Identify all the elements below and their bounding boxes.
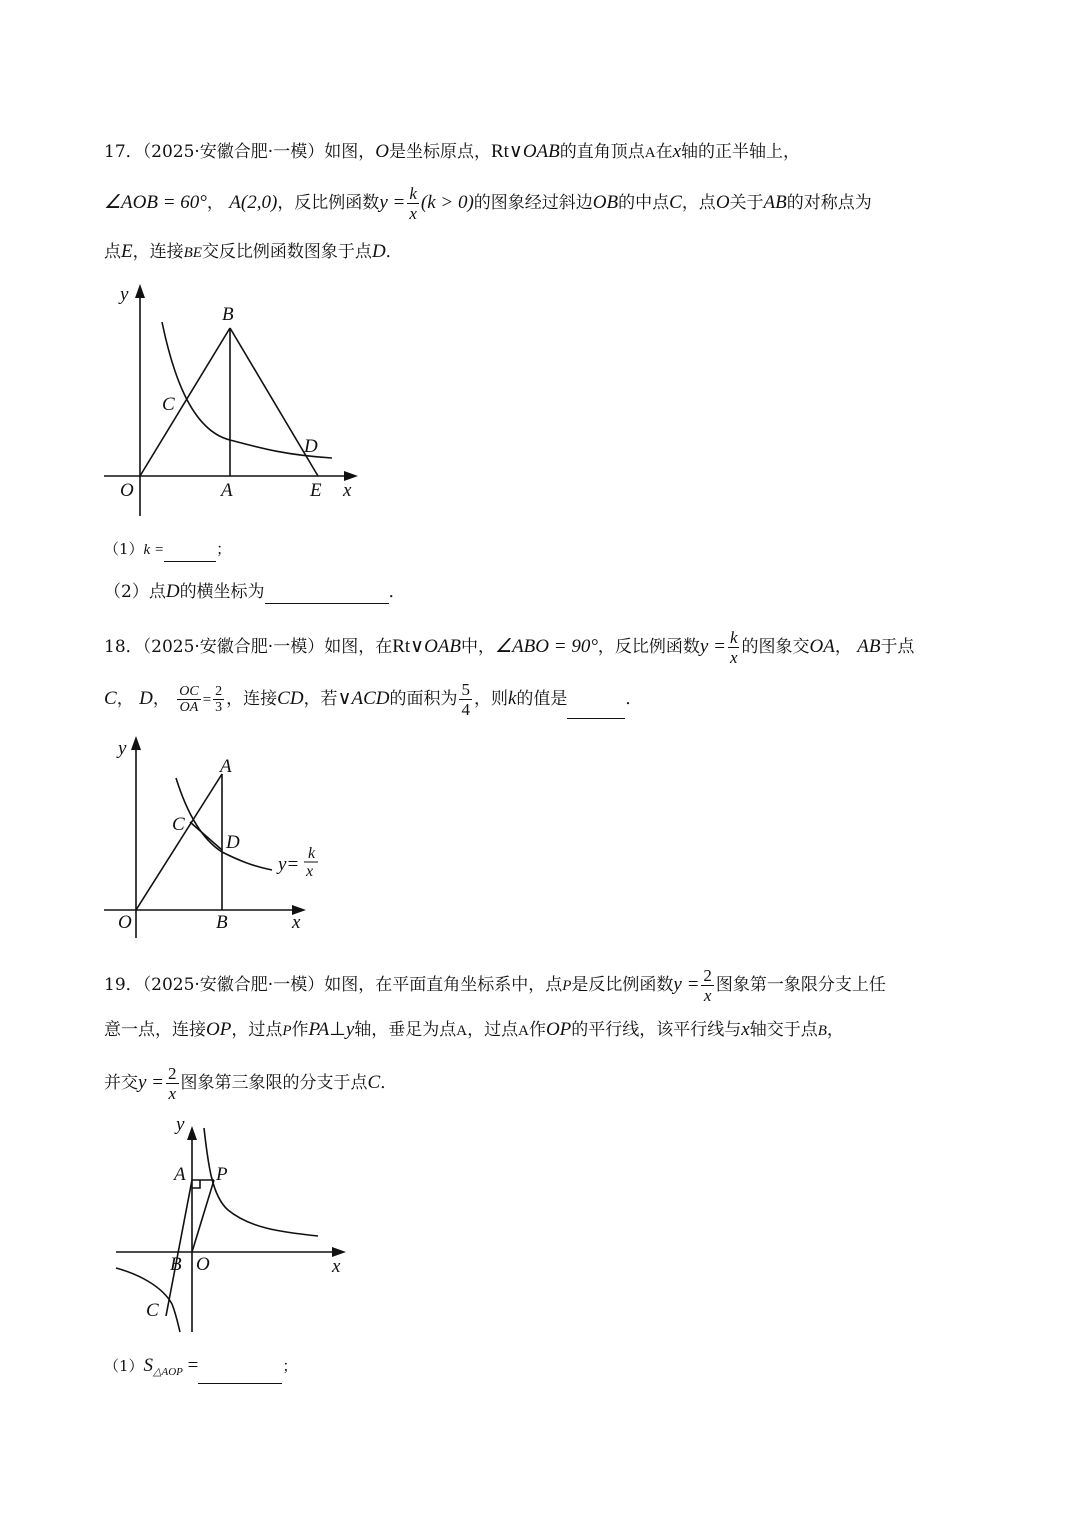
q17-point-A: A(2,0) [229, 192, 278, 213]
q17-var-x: x [672, 141, 682, 162]
q19-label-C: C [146, 1300, 159, 1321]
q18-var-OA: OA [809, 636, 835, 657]
q19-y-eq: y = [673, 974, 700, 995]
q18-fraction-five-fourths [459, 680, 472, 719]
q19-label-B: B [170, 1254, 182, 1275]
q19-text: ，过点 [231, 1020, 283, 1040]
q17-var-A: A [644, 145, 656, 161]
q19-perp-symbol: ⊥ [329, 1019, 346, 1040]
q18-fraction-k-over-x [728, 628, 740, 667]
q19-var-B: B [817, 1023, 827, 1039]
q18-number: 18． [104, 637, 143, 657]
q19-text: 作 [291, 1020, 309, 1040]
q18-curve-label-x: x [306, 863, 314, 880]
q17-condition: (k > 0) [420, 192, 474, 213]
q19-frac-num: 2 [703, 966, 712, 985]
q19-part1-S: S [143, 1355, 154, 1376]
q17-number: 17． [104, 142, 143, 162]
q18-source: （2025·安徽合肥·一模） [142, 637, 325, 657]
q17-var-D: D [165, 581, 180, 602]
q17-fraction-k-over-x [407, 184, 419, 223]
q17-label-B: B [222, 304, 234, 325]
q19-var-OP: OP [545, 1019, 572, 1040]
q17-text: 关于 [729, 193, 764, 213]
q19-number: 19． [104, 975, 143, 995]
q19-text: ， [826, 1020, 844, 1040]
q17-var-C: C [669, 192, 682, 213]
q17-var-O: O [375, 141, 389, 162]
q19-text: 并交 [104, 1073, 138, 1093]
q19-var-A: A [518, 1023, 529, 1039]
q19-part1-end: ； [282, 1357, 298, 1375]
q19-text: 意一点，连接 [104, 1020, 206, 1040]
q19-text: ，过点 [467, 1020, 519, 1040]
q17-part1-end: ； [216, 540, 232, 558]
q18-ratio-den: OA [179, 700, 199, 715]
q17-label-A: A [221, 480, 233, 501]
q17-angle: ∠AOB = 60° [104, 192, 207, 213]
q18-text: 中， [461, 637, 496, 657]
q19-part1-eq: = [187, 1355, 199, 1376]
q18-text: ，反比例函数 [597, 637, 700, 657]
q18-frac-3: 3 [215, 700, 223, 715]
q19-frac-den: x [168, 1084, 177, 1103]
q18-text: ，连接 [226, 689, 278, 709]
q17-text: ，点 [681, 193, 716, 213]
q19-text: 图象第三象限的分支于点 [180, 1073, 368, 1093]
q18-triangle-symbol: ∨ [410, 636, 425, 657]
q18-text: 的值是 [516, 689, 568, 709]
q18-label-y: y [118, 738, 127, 759]
q19-y-eq: y = [138, 1072, 165, 1093]
q18-angle: ∠ABO = 90° [495, 636, 598, 657]
q17-var-D: D [371, 241, 386, 262]
q19-line-3 [104, 1064, 397, 1103]
q18-figure [100, 730, 330, 942]
q17-part1-k: k = [143, 542, 165, 558]
q19-fraction-2-over-x [701, 966, 714, 1005]
q17-text: 的直角顶点 [559, 142, 645, 162]
q18-text: ，若 [303, 689, 338, 709]
q19-var-OP: OP [206, 1019, 232, 1040]
q17-label-O: O [120, 480, 134, 501]
q19-right-angle-mark [192, 1180, 200, 1188]
q18-var-OAB: OAB [424, 636, 462, 657]
q18-y-arrow [131, 736, 141, 750]
q19-part1-subscript: △AOP [153, 1366, 183, 1378]
q19-label-y: y [176, 1114, 185, 1135]
q18-label-B: B [216, 912, 228, 933]
q17-var-BE: BE [183, 245, 202, 261]
q17-var-OB: OB [592, 192, 619, 213]
q18-triangle-symbol: ∨ [337, 688, 352, 709]
q17-label-y: y [120, 284, 129, 305]
q19-segment-OP [192, 1180, 214, 1252]
q17-text: 的对称点为 [786, 193, 872, 213]
q18-line-2: C， D， $\frac{OC}{OA}$ = $\frac{2}{3}$ ，连接CD，若∨ACD的面积为 $\frac{5}{4}$ ，则k的值是 ． [104, 680, 643, 719]
q17-text: 交反比例函数图象于点 [201, 242, 372, 262]
q18-frac-num: k [729, 628, 738, 647]
q18-curve-label-k: k [308, 845, 316, 862]
q19-text: 轴交于点 [749, 1020, 818, 1040]
q17-y-arrow [135, 284, 145, 298]
q19-frac-den: x [703, 986, 712, 1005]
q17-part1-blank[interactable] [164, 543, 216, 562]
q18-var-D: D [139, 688, 153, 709]
q18-text: 于点 [880, 637, 915, 657]
q18-ratio-num: OC [179, 684, 199, 699]
q17-label-x: x [343, 480, 352, 501]
q17-label-D: D [304, 436, 318, 457]
q19-var-P: P [282, 1023, 292, 1039]
q18-var-C: C [104, 688, 117, 709]
q18-frac-2: 2 [215, 684, 223, 699]
q18-y-eq: y = [699, 636, 726, 657]
q18-eq: = [202, 692, 212, 708]
q19-frac-num: 2 [168, 1064, 177, 1083]
q17-line-1 [104, 140, 800, 165]
q19-part-1 [104, 1354, 297, 1384]
q18-var-AB: AB [857, 636, 881, 657]
q19-var-C: C [367, 1072, 381, 1093]
q19-y-arrow [187, 1126, 197, 1140]
q19-label-x: x [332, 1256, 341, 1277]
q17-part2-end: ． [388, 582, 406, 602]
q17-part2-text: 的横坐标为 [179, 582, 265, 602]
q17-var-AB: AB [763, 192, 787, 213]
q18-text: 的图象交 [741, 637, 810, 657]
q18-segment-CD [190, 822, 222, 850]
q17-text: 点 [104, 242, 121, 262]
q17-part2-number: （2）点 [104, 582, 166, 602]
q18-frac-den: x [729, 648, 738, 667]
q19-text: 的平行线，该平行线与 [571, 1020, 742, 1040]
q17-label-C: C [162, 394, 175, 415]
q18-label-D: D [226, 832, 240, 853]
q17-text: ，连接 [132, 242, 184, 262]
q19-var-x: x [741, 1019, 750, 1040]
q18-label-C: C [172, 814, 185, 835]
q17-line-2: ∠AOB = 60°， A(2,0)，反比例函数y = $\frac{k}{x}$ (k > 0)的图象经过斜边OB的中点C，点O关于AB的对称点为 [104, 184, 872, 223]
q18-label-x: x [292, 912, 301, 933]
q17-var-OAB: OAB [522, 141, 560, 162]
q17-figure [100, 280, 370, 520]
q18-text: ，则 [473, 689, 508, 709]
q19-label-P: P [216, 1164, 228, 1185]
q17-text: 是坐标原点， [388, 142, 491, 162]
q17-source: （2025·安徽合肥·一模） [142, 142, 325, 162]
q17-text: 如图， [324, 142, 376, 162]
q19-text: 图象第一象限分支上任 [715, 975, 886, 995]
q17-text: 的图象经过斜边 [473, 193, 593, 213]
q19-part1-number: （1） [104, 1357, 144, 1375]
q18-fraction-two-thirds [213, 684, 224, 715]
q18-text: 如图，在 [324, 637, 393, 657]
q19-var-A: A [456, 1023, 468, 1039]
q17-var-E: E [121, 241, 133, 262]
q17-text: 在 [655, 142, 673, 162]
q17-triangle-symbol: ∨ [508, 141, 523, 162]
q18-end: ． [625, 689, 643, 709]
q18-text: 的面积为 [389, 689, 458, 709]
q19-line-2 [104, 1018, 844, 1043]
q17-part1-number: （1） [104, 540, 144, 558]
q18-line-1: 18．（2025·安徽合肥·一模）如图，在Rt∨OAB中，∠ABO = 90°，反比例函数y = $\frac{k}{x}$ 的图象交OA， AB于点 [104, 628, 915, 667]
q18-var-CD: CD [277, 688, 304, 709]
q19-text: 作 [528, 1020, 546, 1040]
q17-line-3: 点E，连接BE交反比例函数图象于点D． [104, 241, 403, 262]
q19-fraction-2-over-x [166, 1064, 179, 1103]
q19-part1-blank[interactable] [198, 1365, 282, 1384]
q18-fraction-ratio [177, 684, 200, 715]
q18-frac-5: 5 [461, 680, 470, 699]
q17-frac-den: x [409, 204, 417, 223]
q17-rt: Rt [490, 141, 509, 162]
q19-figure [110, 1104, 350, 1336]
q17-part-2 [104, 580, 406, 604]
q18-var-ACD: ACD [351, 688, 390, 709]
q17-segment-OB [140, 328, 230, 476]
q18-blank[interactable] [567, 700, 625, 719]
q18-label-O: O [118, 912, 132, 933]
q18-var-k: k [507, 688, 517, 709]
q17-text: 轴的正半轴上， [681, 142, 801, 162]
q18-label-A: A [220, 756, 232, 777]
q19-label-A: A [174, 1164, 186, 1185]
q19-label-O: O [196, 1254, 210, 1275]
q19-line-1 [104, 966, 886, 1005]
q18-frac-4: 4 [461, 700, 470, 719]
q19-segment-AC [166, 1180, 192, 1316]
q19-text: 是反比例函数 [571, 975, 674, 995]
q17-label-E: E [310, 480, 322, 501]
q17-frac-num: k [409, 184, 417, 203]
q19-text: 轴，垂足为点 [354, 1020, 457, 1040]
q17-part2-blank[interactable] [265, 585, 389, 604]
q18-rt: Rt [392, 636, 411, 657]
q19-var-y: y [345, 1019, 355, 1040]
q17-text: ，反比例函数 [277, 193, 380, 213]
q19-source: （2025·安徽合肥·一模） [142, 975, 325, 995]
q17-var-O: O [715, 192, 730, 213]
q19-var-P: P [562, 978, 572, 994]
q18-curve-label-y: y= [278, 854, 300, 875]
q19-text: 如图，在平面直角坐标系中，点 [324, 975, 563, 995]
q19-var-PA: PA [308, 1019, 330, 1040]
q17-part-1 [104, 537, 231, 562]
q17-text: 的中点 [618, 193, 670, 213]
q17-y-eq: y = [379, 192, 406, 213]
q19-end: ． [380, 1073, 398, 1093]
